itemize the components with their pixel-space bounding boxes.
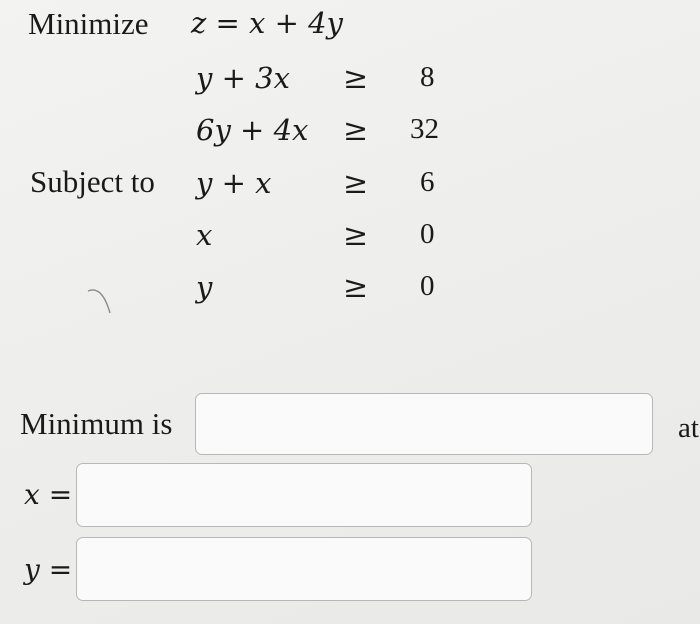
objective-label: Minimize bbox=[28, 6, 149, 41]
relation-symbol: ≥ bbox=[343, 166, 369, 201]
y-value-input[interactable] bbox=[76, 537, 532, 601]
x-value-input[interactable] bbox=[76, 463, 532, 527]
constraint-rhs: 0 bbox=[420, 270, 435, 302]
trailing-at-text: at bbox=[678, 412, 699, 444]
constraint-lhs: y + x bbox=[196, 166, 272, 200]
constraint-lhs: x bbox=[196, 218, 213, 252]
constraint-rhs: 0 bbox=[420, 218, 435, 250]
minimum-label: Minimum is bbox=[20, 406, 173, 441]
constraint-lhs: y bbox=[196, 270, 213, 304]
constraint-rhs: 32 bbox=[410, 113, 439, 145]
objective-expression: z = x + 4y bbox=[191, 6, 343, 40]
relation-symbol: ≥ bbox=[343, 61, 369, 96]
y-label: y = bbox=[24, 553, 73, 586]
x-label: x = bbox=[24, 478, 73, 511]
pen-stroke-mark bbox=[86, 283, 116, 323]
constraints-label: Subject to bbox=[30, 164, 155, 199]
constraint-rhs: 8 bbox=[420, 61, 435, 93]
relation-symbol: ≥ bbox=[343, 113, 369, 148]
minimum-value-input[interactable] bbox=[195, 393, 653, 455]
relation-symbol: ≥ bbox=[343, 218, 369, 253]
constraint-lhs: 6y + 4x bbox=[196, 113, 309, 147]
constraint-rhs: 6 bbox=[420, 166, 435, 198]
constraint-lhs: y + 3x bbox=[196, 61, 290, 95]
relation-symbol: ≥ bbox=[343, 270, 369, 305]
